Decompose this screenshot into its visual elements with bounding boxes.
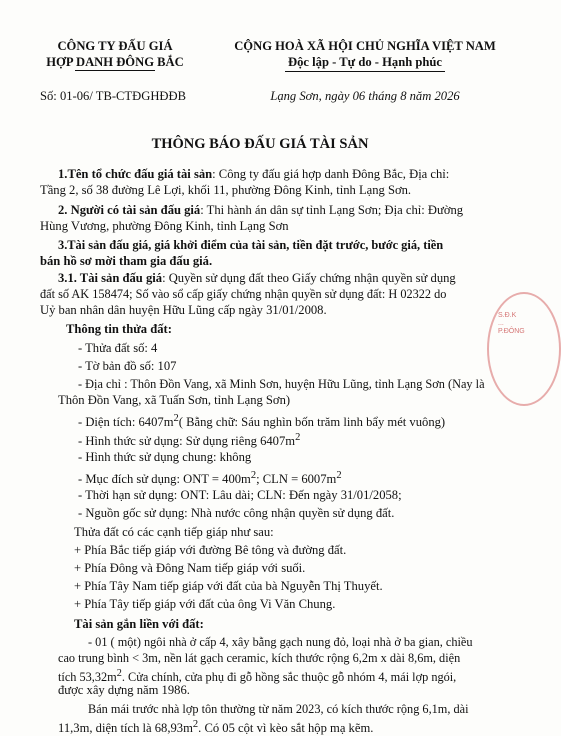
company-name-line2: HỢP DANH ĐÔNG BẮC	[46, 55, 184, 69]
use-form: - Hình thức sử dụng: Sử dụng riêng $6407m^2$	[78, 432, 301, 449]
company-name-line1: CÔNG TY ĐẤU GIÁ	[57, 39, 173, 53]
section-2-line2: Hùng Vương, phường Đông Kinh, tỉnh Lạng Sơn	[40, 219, 289, 233]
roof-line1: Bán mái trước nhà lợp tôn thường từ năm 2023, có kích thước rộng 6,1m, dài	[88, 702, 469, 716]
address-line1: - Địa chỉ : Thôn Đồn Vang, xã Minh Sơn, huyện Hữu Lũng, tỉnh Lạng Sơn (Nay là	[78, 377, 485, 391]
attached-assets-heading: Tài sản gắn liền với đất:	[74, 617, 204, 631]
parcel-info-heading: Thông tin thửa đất:	[66, 322, 172, 336]
map-number: - Tờ bản đồ số: 107	[78, 359, 177, 373]
house-line4: được xây dựng năm 1986.	[58, 683, 190, 697]
adjacent-east: + Phía Đông và Đông Nam tiếp giáp với suối.	[74, 561, 306, 575]
section-3-1-line1: 3.1. Tài sản đấu giá: Quyền sử dụng đất theo Giấy chứng nhận quyền sử dụng	[58, 271, 456, 285]
house-line3: tích $53,32m^2$. Cửa chính, cửa phụ đi gỗ hồng sắc thuộc gỗ nhóm 4, mái lợp ngói,	[58, 668, 457, 685]
section-3-line2: bán hồ sơ mời tham gia đấu giá.	[40, 254, 213, 268]
section-3-1-line3: Uỷ ban nhân dân huyện Hữu Lũng cấp ngày 31/01/2008.	[40, 303, 327, 317]
nation-motto: Độc lập - Tự do - Hạnh phúc	[288, 55, 442, 69]
use-origin: - Nguồn gốc sử dụng: Nhà nước công nhận quyền sử dụng đất.	[78, 506, 395, 520]
section-3-1-label: 3.1. Tài sản đấu giá	[58, 271, 163, 285]
section-1-label: 1.Tên tổ chức đấu giá tài sản	[58, 167, 213, 181]
company-underline	[75, 70, 155, 71]
house-line1: - 01 ( một) ngôi nhà ở cấp 4, xây bằng gạch nung đỏ, loại nhà ở ba gian, chiều	[88, 635, 473, 649]
house-line2: cao trung bình < 3m, nền lát gạch ceramic, kích thước rộng 6,2m x dài 8,6m, diện	[58, 651, 461, 665]
place-date: Lạng Sơn, ngày 06 tháng 8 năm 2026	[270, 89, 460, 103]
seal-text: S.Đ.K ... P.ĐÔNG	[498, 312, 525, 335]
parcel-number: - Thửa đất số: 4	[78, 341, 158, 355]
adjacent-heading: Thửa đất có các cạnh tiếp giáp như sau:	[74, 525, 274, 539]
doc-title: THÔNG BÁO ĐẤU GIÁ TÀI SẢN	[151, 136, 369, 152]
adjacent-north: + Phía Bắc tiếp giáp với đường Bê tông và đường đất.	[74, 543, 347, 557]
section-3-line1: 3.Tài sản đấu giá, giá khởi điểm của tài sản, tiền đặt trước, bước giá, tiền	[58, 238, 444, 252]
red-seal-stamp	[487, 292, 561, 406]
section-2-label: 2. Người có tài sản đấu giá	[58, 203, 201, 217]
use-term: - Thời hạn sử dụng: ONT: Lâu dài; CLN: Đến ngày 31/01/2058;	[78, 488, 402, 502]
section-3-1-line2: đất số AK 158474; Số vào sổ cấp giấy chứng nhận quyền sử dụng đất: H 02322 do	[40, 287, 447, 301]
address-line2: Thôn Đồn Vang, xã Tuấn Sơn, tỉnh Lạng Sơn)	[58, 393, 291, 407]
land-purpose: - Mục đích sử dụng: ONT = $400m^2$; CLN = $6007m^2$	[78, 470, 342, 487]
common-use: - Hình thức sử dụng chung: không	[78, 450, 252, 464]
roof-line2: 11,3m, diện tích là $68,93m^2$. Có 05 cột vì kèo sắt hộp mạ kẽm.	[58, 719, 374, 736]
motto-underline	[285, 71, 445, 72]
section-1-line2: Tầng 2, số 38 đường Lê Lợi, khối 11, phường Đông Kinh, tỉnh Lạng Sơn.	[40, 183, 412, 197]
area: - Diện tích: $6407m^2$( Bằng chữ: Sáu nghìn bốn trăm linh bẩy mét vuông)	[78, 413, 446, 430]
adjacent-west: + Phía Tây tiếp giáp với đất của ông Vi Văn Chung.	[74, 597, 336, 611]
adjacent-southwest: + Phía Tây Nam tiếp giáp với đất của bà Nguyễn Thị Thuyết.	[74, 579, 383, 593]
section-1-line1: 1.Tên tổ chức đấu giá tài sản: Công ty đấu giá hợp danh Đông Bắc, Địa chỉ:	[58, 167, 450, 181]
doc-number: Số: 01-06/ TB-CTĐGHĐĐB	[40, 89, 187, 103]
section-2-line1: 2. Người có tài sản đấu giá: Thi hành án dân sự tỉnh Lạng Sơn; Địa chỉ: Đường	[58, 203, 464, 217]
nation-title: CỘNG HOÀ XÃ HỘI CHỦ NGHĨA VIỆT NAM	[234, 39, 496, 53]
